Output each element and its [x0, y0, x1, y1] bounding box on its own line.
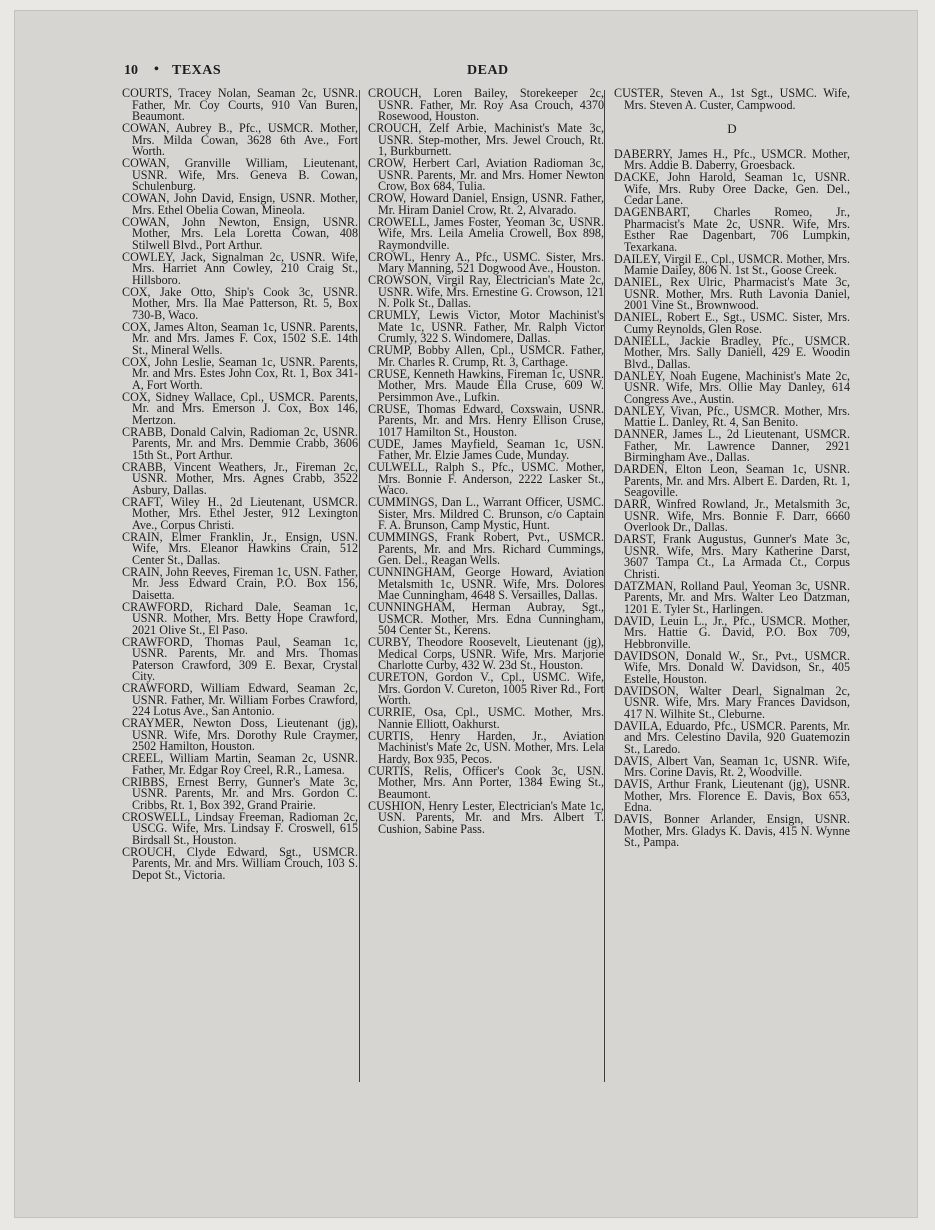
- casualty-entry: COX, Sidney Wallace, Cpl., USMCR. Parents, Mr. and Mrs. Emerson J. Cox, Box 146, Mertzon.: [122, 389, 358, 427]
- casualty-entry: CUDE, James Mayfield, Seaman 1c, USN. Father, Mr. Elzie James Cude, Munday.: [368, 436, 604, 462]
- casualty-entry: COWLEY, Jack, Signalman 2c, USNR. Wife, Mrs. Harriet Ann Cowley, 210 Craig St., Hillsboro.: [122, 249, 358, 287]
- casualty-entry: CROUCH, Clyde Edward, Sgt., USMCR. Parents, Mr. and Mrs. William Crouch, 103 S. Depot St., Victoria.: [122, 844, 358, 882]
- casualty-entry: CRABB, Vincent Weathers, Jr., Fireman 2c, USNR. Mother, Mrs. Agnes Crabb, 3522 Asbury, Dallas.: [122, 459, 358, 497]
- casualty-entry: COURTS, Tracey Nolan, Seaman 2c, USNR. Father, Mr. Coy Courts, 910 Van Buren, Beaumont.: [122, 86, 358, 123]
- casualty-entry: CUNNINGHAM, Herman Aubray, Sgt., USMCR. Mother, Mrs. Edna Cunningham, 504 Center St., Kerens.: [368, 600, 604, 637]
- casualty-entry: CRAIN, John Reeves, Fireman 1c, USN. Father, Mr. Jess Edward Crain, P.O. Box 156, Daisetta.: [122, 564, 358, 602]
- casualty-entry: CRUSE, Kenneth Hawkins, Fireman 1c, USNR. Mother, Mrs. Maude Ella Cruse, 609 W. Persimmon Ave., Lufkin.: [368, 366, 604, 404]
- casualty-entry: CURETON, Gordon V., Cpl., USMC. Wife, Mrs. Gordon V. Cureton, 1005 River Rd., Fort Worth.: [368, 670, 604, 707]
- casualty-entry: CURRIE, Osa, Cpl., USMC. Mother, Mrs. Nannie Elliott, Oakhurst.: [368, 705, 604, 731]
- casualty-entry: DAGENBART, Charles Romeo, Jr., Pharmacist's Mate 2c, USNR. Wife, Mrs. Esther Rae Dagenbart, 706 Lumpkin, Texarkana.: [614, 205, 850, 254]
- bullet-icon: •: [154, 62, 159, 77]
- casualty-entry: DANIEL, Robert E., Sgt., USMC. Sister, Mrs. Cumy Reynolds, Glen Rose.: [614, 310, 850, 336]
- column-1: [122, 88, 358, 882]
- casualty-entry: COX, John Leslie, Seaman 1c, USNR. Parents, Mr. and Mrs. Estes John Cox, Rt. 1, Box 341-A, Fort Worth.: [122, 354, 358, 392]
- casualty-entry: CROW, Howard Daniel, Ensign, USNR. Father, Mr. Hiram Daniel Crow, Rt. 2, Alvarado.: [368, 191, 604, 217]
- casualty-entry: CRUMP, Bobby Allen, Cpl., USMCR. Father, Mr. Charles R. Crump, Rt. 3, Carthage.: [368, 343, 604, 369]
- casualty-entry: CRIBBS, Ernest Berry, Gunner's Mate 3c, USNR. Parents, Mr. and Mrs. Gordon C. Cribbs, Rt. 1, Box 392, Grand Prairie.: [122, 774, 358, 812]
- casualty-entry: DANIEL, Rex Ulric, Pharmacist's Mate 3c, USNR. Mother, Mrs. Ruth Lavonia Daniel, 2001 Vine St., Brownwood.: [614, 275, 850, 312]
- casualty-entry: DANLEY, Noah Eugene, Machinist's Mate 2c, USNR. Wife, Mrs. Ollie May Danley, 614 Congress Ave., Austin.: [614, 368, 850, 406]
- casualty-entry: DANNER, James L., 2d Lieutenant, USMCR. Father, Mr. Lawrence Danner, 2921 Birmingham Ave., Dallas.: [614, 427, 850, 464]
- casualty-entry: CRAWFORD, Thomas Paul, Seaman 1c, USNR. Parents, Mr. and Mrs. Thomas Paterson Crawford, 309 E. Bexar, Crystal City.: [122, 634, 358, 683]
- casualty-entry: COWAN, Granville William, Lieutenant, USNR. Wife, Mrs. Geneva B. Cowan, Schulenburg.: [122, 156, 358, 193]
- casualty-entry: CRUSE, Thomas Edward, Coxswain, USNR. Parents, Mr. and Mrs. Henry Ellison Cruse, 1017 Hamilton St., Houston.: [368, 401, 604, 439]
- casualty-entry: CULWELL, Ralph S., Pfc., USMC. Mother, Mrs. Bonnie F. Anderson, 2222 Lasker St., Waco.: [368, 460, 604, 497]
- page-number: 10: [124, 63, 138, 78]
- casualty-entry: CUSTER, Steven A., 1st Sgt., USMC. Wife, Mrs. Steven A. Custer, Campwood.: [614, 86, 850, 112]
- casualty-entry: CURBY, Theodore Roosevelt, Lieutenant (jg), Medical Corps, USNR. Wife, Mrs. Marjorie Charlotte Curby, 432 W. 23d St., Houston.: [368, 635, 604, 672]
- casualty-entry: CUMMINGS, Frank Robert, Pvt., USMCR. Parents, Mr. and Mrs. Richard Cummings, Gen. Del., Reagan Wells.: [368, 530, 604, 567]
- casualty-entry: DAVIDSON, Donald W., Sr., Pvt., USMCR. Wife, Mrs. Donald W. Davidson, Sr., 405 Estelle, Houston.: [614, 648, 850, 686]
- casualty-entry: DAVID, Leuin L., Jr., Pfc., USMCR. Mother, Mrs. Hattie G. David, P.O. Box 709, Hebbronville.: [614, 613, 850, 651]
- casualty-entry: CUMMINGS, Dan L., Warrant Officer, USMC. Sister, Mrs. Mildred C. Brunson, c/o Captain F. A. Brunson, Camp Mystic, Hunt.: [368, 495, 604, 532]
- casualty-entry: CRAFT, Wiley H., 2d Lieutenant, USMCR. Mother, Mrs. Ethel Jester, 912 Lexington Ave., Corpus Christi.: [122, 494, 358, 532]
- casualty-entry: CROSWELL, Lindsay Freeman, Radioman 2c, USCG. Wife, Mrs. Lindsay F. Croswell, 615 Birdsall St., Houston.: [122, 809, 358, 847]
- casualty-entry: CRAWFORD, William Edward, Seaman 2c, USNR. Father, Mr. William Forbes Crawford, 224 Lotus Ave., San Antonio.: [122, 681, 358, 718]
- letter-heading: D: [727, 121, 737, 136]
- column-3-after: [614, 146, 850, 849]
- casualty-entry: DAILEY, Virgil E., Cpl., USMCR. Mother, Mrs. Mamie Dailey, 806 N. 1st St., Goose Creek.: [614, 251, 850, 277]
- casualty-entry: DAVIS, Bonner Arlander, Ensign, USNR. Mother, Mrs. Gladys K. Davis, 415 N. Wynne St., Pampa.: [614, 812, 850, 849]
- casualty-entry: DAVIS, Albert Van, Seaman 1c, USNR. Wife, Mrs. Corine Davis, Rt. 2, Woodville.: [614, 753, 850, 779]
- column-divider-2: [604, 90, 605, 1082]
- casualty-entry: COWAN, John David, Ensign, USNR. Mother, Mrs. Ethel Obelia Cowan, Mineola.: [122, 191, 358, 217]
- column-3-before: [614, 88, 850, 111]
- state-heading: TEXAS: [172, 63, 222, 78]
- casualty-entry: DARR, Winfred Rowland, Jr., Metalsmith 3c, USNR. Wife, Mrs. Bonnie F. Darr, 6660 Overlook Dr., Dallas.: [614, 497, 850, 534]
- casualty-entry: CRABB, Donald Calvin, Radioman 2c, USNR. Parents, Mr. and Mrs. Demmie Crabb, 3606 15th St., Port Arthur.: [122, 424, 358, 462]
- casualty-entry: DAVIS, Arthur Frank, Lieutenant (jg), USNR. Mother, Mrs. Florence E. Davis, Box 653, Edna.: [614, 777, 850, 814]
- column-2: [368, 88, 604, 836]
- page-header: [124, 63, 844, 81]
- casualty-entry: COWAN, John Newton, Ensign, USNR. Mother, Mrs. Lela Loretta Cowan, 408 Stilwell Blvd., Port Arthur.: [122, 214, 358, 252]
- casualty-entry: DANLEY, Vivan, Pfc., USMCR. Mother, Mrs. Mattie L. Danley, Rt. 4, San Benito.: [614, 403, 850, 429]
- casualty-entry: DACKE, John Harold, Seaman 1c, USNR. Wife, Mrs. Ruby Oree Dacke, Gen. Del., Cedar Lane.: [614, 170, 850, 207]
- casualty-entry: DABERRY, James H., Pfc., USMCR. Mother, Mrs. Addie B. Daberry, Groesback.: [614, 146, 850, 172]
- casualty-entry: COX, James Alton, Seaman 1c, USNR. Parents, Mr. and Mrs. James F. Cox, 1502 S.E. 14th St., Mineral Wells.: [122, 319, 358, 357]
- casualty-entry: DATZMAN, Rolland Paul, Yeoman 3c, USNR. Parents, Mr. and Mrs. Walter Leo Datzman, 1201 E. Tyler St., Harlingen.: [614, 578, 850, 616]
- casualty-entry: CRUMLY, Lewis Victor, Motor Machinist's Mate 1c, USNR. Father, Mr. Ralph Victor Crumly, 322 S. Windomere, Dallas.: [368, 308, 604, 345]
- casualty-entry: DARDEN, Elton Leon, Seaman 1c, USNR. Parents, Mr. and Mrs. Albert E. Darden, Rt. 1, Seagoville.: [614, 462, 850, 499]
- casualty-entry: COX, Jake Otto, Ship's Cook 3c, USNR. Mother, Mrs. Ila Mae Patterson, Rt. 5, Box 730-B, Waco.: [122, 284, 358, 322]
- casualty-entry: CRAWFORD, Richard Dale, Seaman 1c, USNR. Mother, Mrs. Betty Hope Crawford, 2021 Olive St., El Paso.: [122, 599, 358, 637]
- casualty-entry: CROW, Herbert Carl, Aviation Radioman 3c, USNR. Parents, Mr. and Mrs. Homer Newton Crow, Box 684, Tulia.: [368, 156, 604, 193]
- casualty-entry: CROUCH, Loren Bailey, Storekeeper 2c, USNR. Father, Mr. Roy Asa Crouch, 4370 Rosewood, Houston.: [368, 86, 604, 123]
- casualty-entry: CUNNINGHAM, George Howard, Aviation Metalsmith 1c, USNR. Wife, Mrs. Dolores Mae Cunningham, 4648 S. Versailles, Dallas.: [368, 565, 604, 602]
- column-divider-1: [359, 90, 360, 1082]
- casualty-entry: CURTIS, Relis, Officer's Cook 3c, USN. Mother, Mrs. Ann Porter, 1384 Ewing St., Beaumont.: [368, 763, 604, 801]
- casualty-entry: CROUCH, Zelf Arbie, Machinist's Mate 3c, USNR. Step-mother, Mrs. Jewel Crouch, Rt. 1, Burkburnett.: [368, 121, 604, 158]
- casualty-entry: CUSHION, Henry Lester, Electrician's Mate 1c, USN. Parents, Mr. and Mrs. Albert T. Cushion, Sabine Pass.: [368, 798, 604, 836]
- column-3: [614, 88, 850, 849]
- casualty-entry: DARST, Frank Augustus, Gunner's Mate 3c, USNR. Wife, Mrs. Mary Katherine Darst, 3607 Tampa Ct., La Armada Ct., Corpus Christi.: [614, 532, 850, 581]
- casualty-entry: CREEL, William Martin, Seaman 2c, USNR. Father, Mr. Edgar Roy Creel, R.R., Lamesa.: [122, 751, 358, 777]
- casualty-entry: CROWSON, Virgil Ray, Electrician's Mate 2c, USNR. Wife, Mrs. Ernestine G. Crowson, 121 N. Polk St., Dallas.: [368, 273, 604, 310]
- casualty-entry: CRAIN, Elmer Franklin, Jr., Ensign, USN. Wife, Mrs. Eleanor Hawkins Crain, 512 Center St., Dallas.: [122, 529, 358, 567]
- casualty-entry: DAVILA, Eduardo, Pfc., USMCR. Parents, Mr. and Mrs. Celestino Davila, 920 Guatemozin St., Laredo.: [614, 718, 850, 756]
- casualty-entry: DANIELL, Jackie Bradley, Pfc., USMCR. Mother, Mrs. Sally Daniell, 429 E. Woodin Blvd., Dallas.: [614, 333, 850, 371]
- casualty-entry: CROWELL, James Foster, Yeoman 3c, USNR. Wife, Mrs. Leila Amelia Crowell, Box 898, Raymondville.: [368, 214, 604, 252]
- casualty-entry: COWAN, Aubrey B., Pfc., USMCR. Mother, Mrs. Milda Cowan, 3628 6th Ave., Fort Worth.: [122, 121, 358, 158]
- section-heading: DEAD: [467, 63, 509, 78]
- casualty-entry: DAVIDSON, Walter Dearl, Signalman 2c, USNR. Wife, Mrs. Mary Frances Davidson, 417 N. Wilhite St., Cleburne.: [614, 683, 850, 721]
- casualty-entry: CURTIS, Henry Harden, Jr., Aviation Machinist's Mate 2c, USN. Mother, Mrs. Lela Hardy, Box 935, Pecos.: [368, 728, 604, 766]
- casualty-entry: CRAYMER, Newton Doss, Lieutenant (jg), USNR. Wife, Mrs. Dorothy Rule Craymer, 2502 Hamilton, Houston.: [122, 716, 358, 753]
- casualty-entry: CROWL, Henry A., Pfc., USMC. Sister, Mrs. Mary Manning, 521 Dogwood Ave., Houston.: [368, 249, 604, 275]
